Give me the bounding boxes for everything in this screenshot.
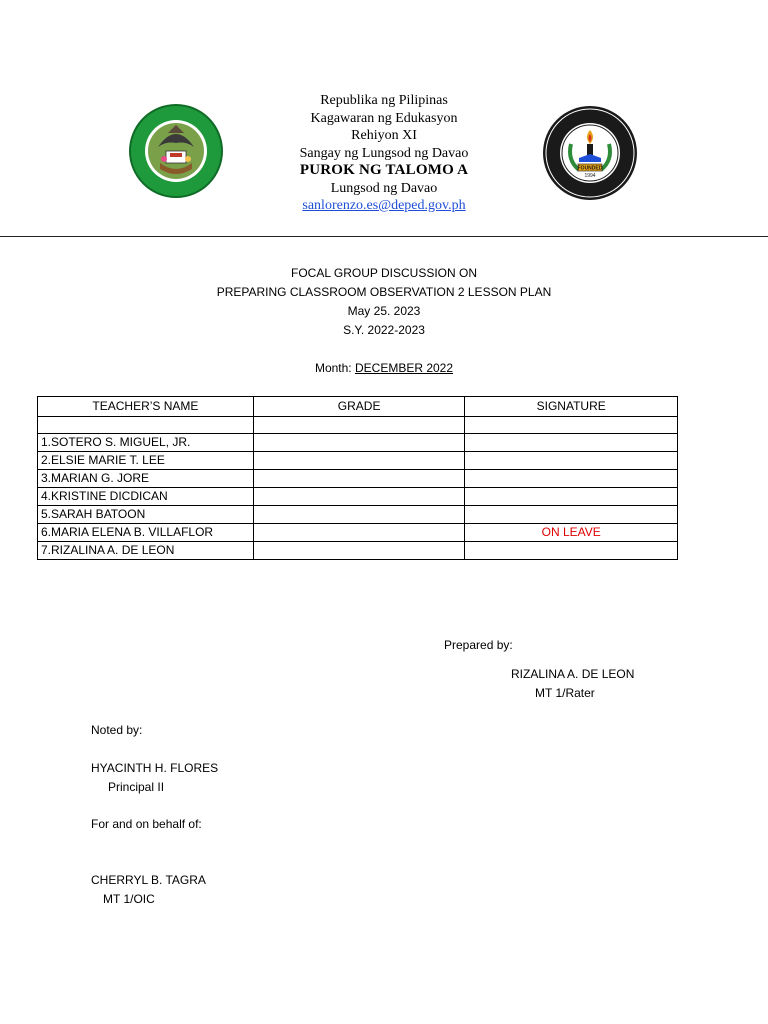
header-line-republic: Republika ng Pilipinas: [320, 93, 448, 108]
teacher-name-cell: 4.KRISTINE DICDICAN: [38, 488, 254, 506]
prepared-by-label: Prepared by:: [444, 638, 513, 652]
table-row: [38, 524, 678, 542]
month-label: Month:: [314, 361, 352, 375]
document-title: [184, 264, 584, 340]
header-line-region: Rehiyon XI: [351, 128, 417, 143]
header-city: Lungsod ng Davao: [330, 180, 438, 196]
title-school-year: S.Y. 2022-2023: [343, 323, 425, 337]
header-divider: [0, 236, 768, 237]
title-line-1: FOCAL GROUP DISCUSSION ON: [290, 266, 478, 280]
talomo-district-seal-icon: [128, 103, 224, 199]
header-email-link[interactable]: sanlorenzo.es@deped.gov.ph: [302, 198, 466, 213]
san-lorenzo-school-seal-icon: [541, 104, 639, 202]
grade-cell: [253, 434, 465, 452]
grade-cell: [253, 524, 465, 542]
header-grade: GRADE: [253, 397, 465, 417]
seal-founded-label: FOUNDED: [577, 165, 603, 172]
on-leave-status: ON LEAVE: [465, 524, 678, 542]
grade-cell: [253, 542, 465, 560]
teacher-name-cell: 5.SARAH BATOON: [38, 506, 254, 524]
prepared-by-name: RIZALINA A. DE LEON: [511, 667, 635, 681]
header-teacher-name: TEACHER’S NAME: [38, 397, 254, 417]
grade-cell: [253, 417, 465, 434]
teacher-name-cell: [38, 417, 254, 434]
grade-cell: [253, 470, 465, 488]
table-row: [38, 417, 678, 434]
behalf-title: MT 1/OIC: [103, 892, 155, 906]
header-line-department: Kagawaran ng Edukasyon: [310, 110, 458, 126]
behalf-name: CHERRYL B. TAGRA: [91, 873, 206, 887]
behalf-label: For and on behalf of:: [91, 817, 202, 831]
noted-by-label: Noted by:: [91, 723, 143, 737]
table-row: [38, 506, 678, 524]
title-line-2: PREPARING CLASSROOM OBSERVATION 2 LESSON PLAN: [216, 285, 552, 299]
header-line-division: Sangay ng Lungsod ng Davao: [299, 145, 469, 161]
signature-cell: [465, 452, 678, 470]
signature-cell: [465, 488, 678, 506]
header-signature: SIGNATURE: [465, 397, 678, 417]
table-header-row: [38, 397, 678, 417]
table-row: [38, 452, 678, 470]
grade-cell: [253, 488, 465, 506]
teacher-name-cell: 6.MARIA ELENA B. VILLAFLOR: [38, 524, 254, 542]
table-row: [38, 542, 678, 560]
header-district: PUROK NG TALOMO A: [299, 162, 469, 178]
signature-cell: [465, 434, 678, 452]
grade-cell: [253, 506, 465, 524]
table-row: [38, 470, 678, 488]
noted-by-title: Principal II: [108, 780, 165, 794]
signature-cell: [465, 470, 678, 488]
table-row: [38, 434, 678, 452]
title-date: May 25. 2023: [347, 304, 421, 318]
header-block: [234, 92, 534, 215]
month-line: [184, 359, 584, 377]
prepared-by-title: MT 1/Rater: [535, 686, 595, 700]
signature-cell: [465, 417, 678, 434]
noted-by-name: HYACINTH H. FLORES: [91, 761, 219, 775]
teacher-name-cell: 3.MARIAN G. JORE: [38, 470, 254, 488]
teacher-name-cell: 2.ELSIE MARIE T. LEE: [38, 452, 254, 470]
teacher-name-cell: 7.RIZALINA A. DE LEON: [38, 542, 254, 560]
month-value: DECEMBER 2022: [354, 361, 454, 375]
attendance-table: [37, 396, 678, 560]
teacher-name-cell: 1.SOTERO S. MIGUEL, JR.: [38, 434, 254, 452]
table-row: [38, 488, 678, 506]
grade-cell: [253, 452, 465, 470]
seal-founded-year: 1994: [584, 173, 596, 179]
signature-cell: [465, 506, 678, 524]
signature-cell: [465, 542, 678, 560]
